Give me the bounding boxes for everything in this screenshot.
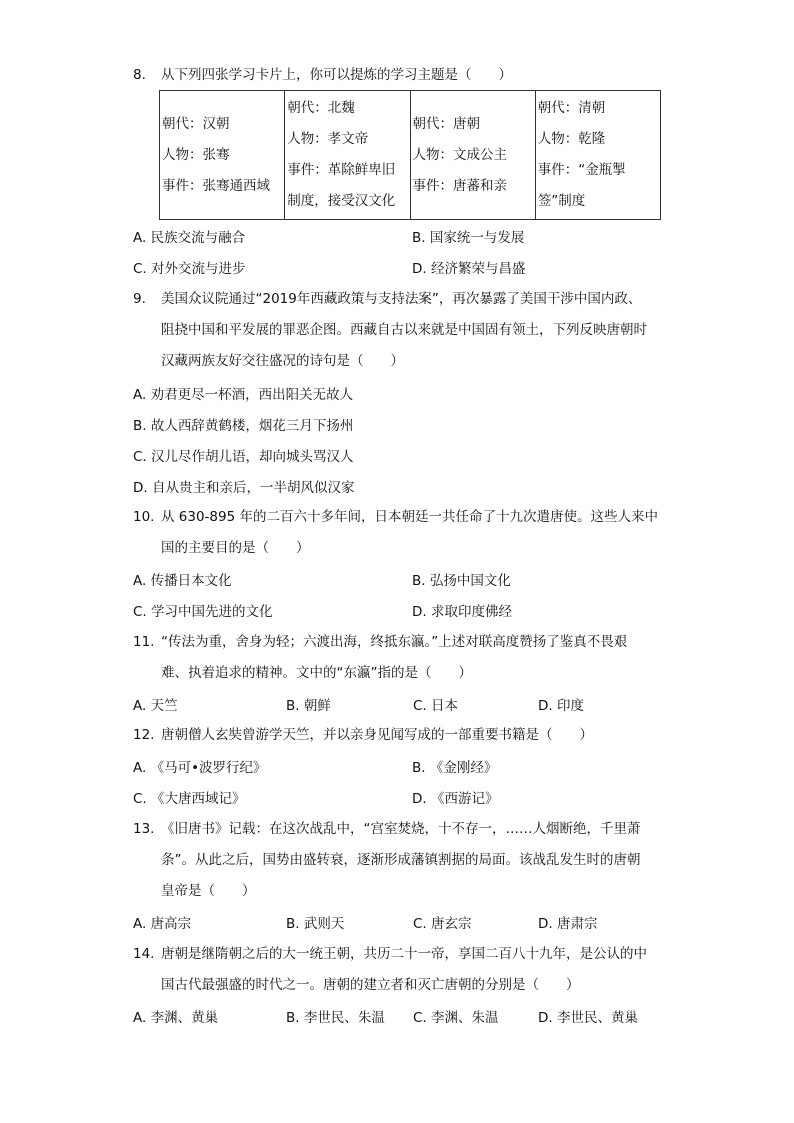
card-line: 朝代：汉朝 <box>162 115 230 132</box>
option-b[interactable]: B. 故人西辞黄鹤楼，烟花三月下扬州 <box>133 418 354 434</box>
card-line: 朝代：北魏 <box>287 100 355 116</box>
option-a[interactable]: A. 传播日本文化 <box>133 573 232 589</box>
question-number: 12. <box>133 727 155 743</box>
question-number: 10. <box>133 509 155 525</box>
option-d[interactable]: D. 李世民、黄巢 <box>538 1010 638 1026</box>
option-a[interactable]: A. 天竺 <box>133 698 178 714</box>
card-tang <box>410 91 535 220</box>
card-line: 人物：乾隆 <box>537 131 606 147</box>
card-line: 人物：文成公主 <box>412 146 507 163</box>
stem-line: “传法为重，舍身为轻；六渡出海，终抵东瀛。”上述对联高度赞扬了鉴真不畏艰 <box>161 634 628 650</box>
card-beiwei <box>285 91 410 220</box>
option-b[interactable]: B. 朝鲜 <box>286 698 331 714</box>
option-a[interactable]: A. 《马可•波罗行纪》 <box>133 760 267 776</box>
question-stem <box>133 720 673 751</box>
card-line: 朝代：清朝 <box>537 100 606 116</box>
question-number: 8. <box>133 67 146 83</box>
option-b[interactable]: B. 《金刚经》 <box>412 760 498 776</box>
question-number: 13. <box>133 821 155 837</box>
stem-line: 国古代最强盛的时代之一。唐朝的建立者和灭亡唐朝的分别是（ ） <box>161 977 580 993</box>
card-line: 人物：张骞 <box>162 146 230 163</box>
card-line: 朝代：唐朝 <box>412 115 480 132</box>
option-a[interactable]: A. 唐高宗 <box>133 916 192 932</box>
stem-line: 阻挠中国和平发展的罪恶企图。西藏自古以来就是中国固有领土，下列反映唐朝时 <box>161 322 647 338</box>
card-line: 签”制度 <box>537 193 586 209</box>
question-number: 11. <box>133 634 155 650</box>
card-line: 事件：革除鲜卑旧 <box>287 162 396 178</box>
question-11 <box>133 627 673 689</box>
option-a[interactable]: A. 劝君更尽一杯酒，西出阳关无故人 <box>133 387 354 403</box>
stem-line: 《旧唐书》记载：在这次战乱中，“宫室焚烧，十不存一，……人烟断绝，千里萧 <box>161 821 641 837</box>
question-14 <box>133 939 673 1001</box>
card-qing <box>535 91 660 220</box>
stem-line: 国的主要目的是（ ） <box>161 540 310 556</box>
stem-line: 汉藏两族友好交往盛况的诗句是（ ） <box>161 353 404 369</box>
question-10 <box>133 502 673 564</box>
option-c[interactable]: C. 日本 <box>413 698 459 714</box>
option-d[interactable]: D. 自从贵主和亲后，一半胡风似汉家 <box>133 480 355 496</box>
question-stem <box>133 814 673 907</box>
question-stem: 从下列四张学习卡片上，你可以提炼的学习主题是（ ） <box>161 67 512 83</box>
question-13 <box>133 814 673 907</box>
stem-line: 从 630-895 年的二百六十多年间，日本朝廷一共任命了十九次遣唐使。这些人来中 <box>161 509 658 525</box>
option-a[interactable]: A. 民族交流与融合 <box>133 230 246 246</box>
option-a[interactable]: A. 李渊、黄巢 <box>133 1010 219 1026</box>
option-b[interactable]: B. 武则天 <box>286 916 345 932</box>
question-number: 9. <box>133 291 146 307</box>
option-d[interactable]: D. 经济繁荣与昌盛 <box>412 261 526 277</box>
stem-line: 难、执着追求的精神。文中的“东瀛”指的是（ ） <box>161 665 472 681</box>
question-8 <box>133 60 673 91</box>
option-c[interactable]: C. 李渊、朱温 <box>413 1010 499 1026</box>
option-d[interactable]: D. 唐肃宗 <box>538 916 598 932</box>
stem-line: 唐朝是继隋朝之后的大一统王朝，共历二十一帝，享国二百八十九年，是公认的中 <box>161 946 647 962</box>
card-han <box>160 91 285 220</box>
card-line: 事件：唐蕃和亲 <box>412 177 507 194</box>
option-c[interactable]: C. 汉儿尽作胡儿语，却向城头骂汉人 <box>133 449 354 465</box>
question-stem <box>133 502 673 564</box>
option-d[interactable]: D. 《西游记》 <box>412 791 499 807</box>
stem-line: 条”。从此之后，国势由盛转衰，逐渐形成藩镇割据的局面。该战乱发生时的唐朝 <box>161 852 641 868</box>
question-stem <box>133 939 673 1001</box>
stem-line: 美国众议院通过“2019年西藏政策与支持法案”，再次暴露了美国干涉中国内政、 <box>161 291 642 307</box>
option-b[interactable]: B. 弘扬中国文化 <box>412 573 511 589</box>
stem-line: 皇帝是（ ） <box>161 883 256 899</box>
question-12 <box>133 720 673 751</box>
card-line: 制度，接受汉文化 <box>287 193 396 209</box>
card-line: 人物：孝文帝 <box>287 131 369 147</box>
option-c[interactable]: C. 唐玄宗 <box>413 916 472 932</box>
study-cards-table <box>159 90 661 220</box>
option-b[interactable]: B. 李世民、朱温 <box>286 1010 385 1026</box>
option-c[interactable]: C. 学习中国先进的文化 <box>133 604 273 620</box>
option-d[interactable]: D. 印度 <box>538 698 584 714</box>
card-line: 事件：张骞通西域 <box>162 177 270 194</box>
question-9 <box>133 284 673 377</box>
question-number: 14. <box>133 946 155 962</box>
stem-line: 唐朝僧人玄奘曾游学天竺，并以亲身见闻写成的一部重要书籍是（ ） <box>161 727 593 743</box>
option-d[interactable]: D. 求取印度佛经 <box>412 604 512 620</box>
question-stem <box>133 627 673 689</box>
option-c[interactable]: C. 对外交流与进步 <box>133 261 246 277</box>
card-line: 事件：“金瓶掣 <box>537 162 626 178</box>
question-stem <box>133 284 673 377</box>
option-c[interactable]: C. 《大唐西域记》 <box>133 791 246 807</box>
option-b[interactable]: B. 国家统一与发展 <box>412 230 525 246</box>
